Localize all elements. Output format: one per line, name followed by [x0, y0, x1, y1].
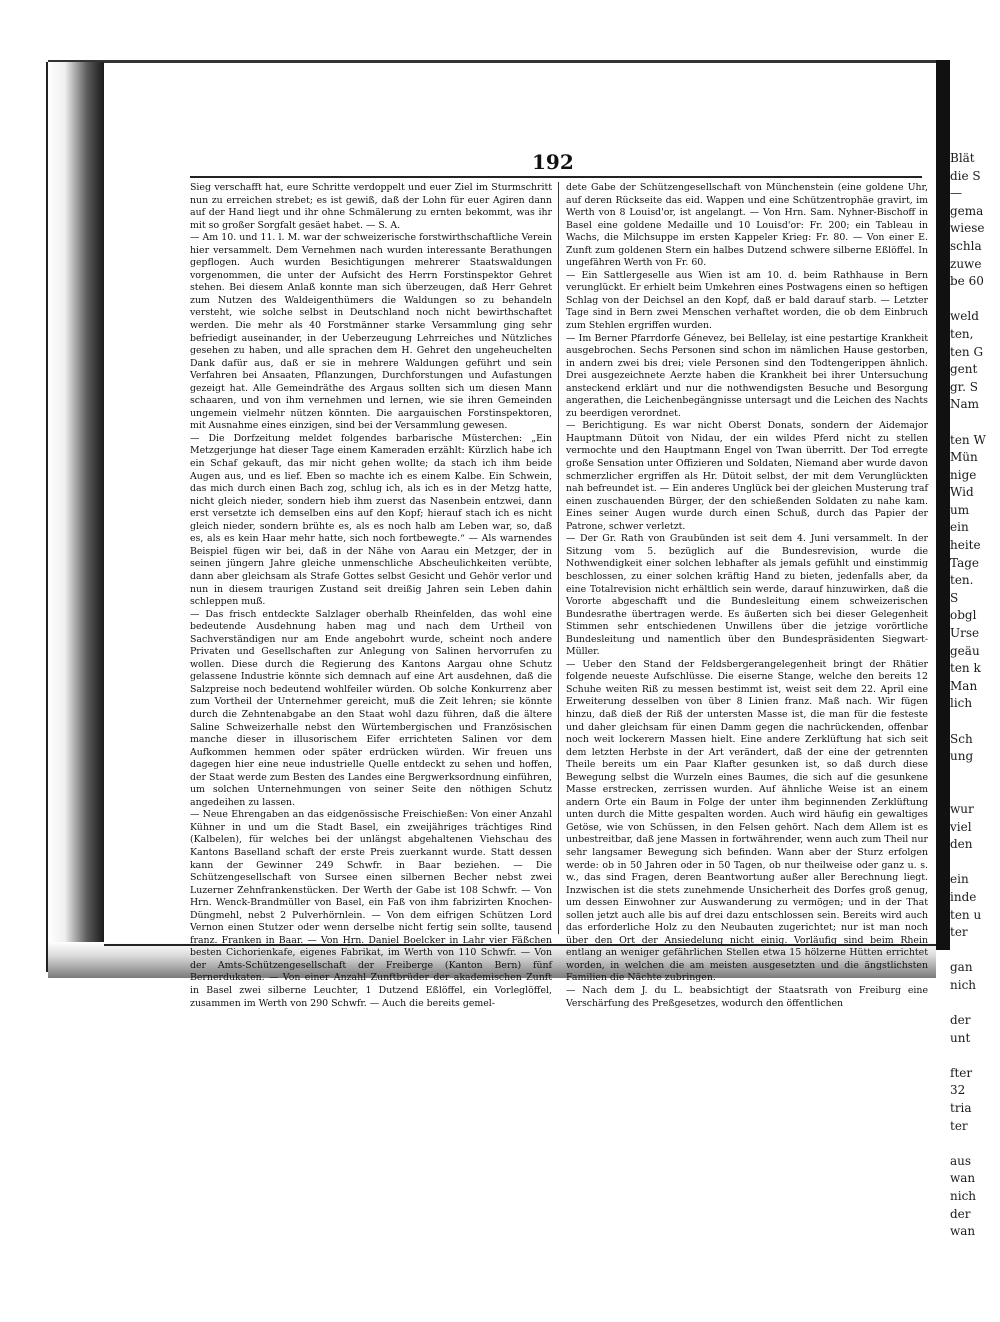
- facing-page-line: weld: [950, 309, 979, 324]
- article-paragraph: — Neue Ehrengaben an das eidgenössische Freischießen: Von einer Anzahl Kühner in und um die Stadt Basel, ein zweijähriges trächtiges Rind (Kalbelen), für welches bei der unlängst abgehaltenen Viehschau des Kantons Baselland schaft der erste Preis zuerkannt wurde. Statt dessen kann der Gewinner 249 Schwfr. in Baar beziehen. — Die Schützengesellschaft von Sursee einen silbernen Becher nebst zwei Luzerner Zehnfrankenstücken. Der Werth der Gabe ist 108 Schwfr. — Von Hrn. Wenck-Brandmüller von Basel, ein Faß von ihm fabrizirten Knochen-Düngmehl, nebst 2 Pulverhörnlein. — Von dem eifrigen Schützen Lord Vernon einen Stutzer oder wenn derselbe nicht fertig sein sollte, tausend franz. Franken in Baar. — Von Hrn. Daniel Boelcker in Lahr vier Fäßchen besten Cichorienkafe, eigenes Fabrikat, im Werth von 110 Schwfr. — Von der Amts-Schützengesellschaft der Freiberge (Kanton Bern) fünf Bernerdukaten. — Von einer Anzahl Zunftbrüder der akademischen Zunft in Basel zwei silberne Leuchter, 1 Dutzend Eßlöffel, ein Vorleglöffel, zusammen im Werth von 290 Schwfr. — Auch die bereits gemel-: [190, 809, 552, 1009]
- facing-page-line: Nam: [950, 397, 980, 412]
- facing-page-line: [950, 854, 1000, 872]
- right-text-column: [566, 182, 928, 1009]
- article-paragraph: dete Gabe der Schützengesellschaft von Münchenstein (eine goldene Uhr, auf deren Rückseite das eid. Wappen und eine Schützentrophäe gravirt, im Werth von 8 Louisd'or, ist angelangt. — Von Hrn. Sam. Nyhner-Bischoff in Basel eine goldene Medaille und 10 Louisd'or: Fr. 200; ein Tableau in Wachs, die Milchsuppe im ersten Kappeler Krieg: Fr. 80. — Von einer E. Zunft zum goldenen Stern ein halbes Dutzend schwere silberne Eßlöffel. In ungefähren Werth von Fr. 60.: [566, 182, 928, 269]
- facing-page-line: gan: [950, 960, 973, 975]
- left-text-column: [190, 182, 552, 1009]
- facing-page-line: aus: [950, 1153, 972, 1168]
- book-gutter-shadow: [48, 62, 104, 972]
- facing-page-line: ten,: [950, 326, 974, 341]
- facing-page-line: obgl: [950, 608, 977, 623]
- facing-page-line: der: [950, 1206, 971, 1221]
- facing-page-line: den: [950, 837, 973, 852]
- facing-page-line: Tage: [950, 555, 980, 570]
- facing-page-line: [950, 1047, 1000, 1065]
- facing-page-line: lich: [950, 696, 973, 711]
- facing-page-line: [950, 1135, 1000, 1153]
- facing-page-line: Urse: [950, 626, 980, 641]
- facing-page-line: gema: [950, 203, 984, 218]
- article-paragraph: — Am 10. und 11. l. M. war der schweizerische forstwirthschaftliche Verein hier versammelt. Dem Vernehmen nach wurden interessante Berathungen gepflogen. Auch wurden Besichtigungen mehrerer Staatswaldungen vorgenommen, die unter der Aufsicht des Herrn Forstinspektor Gehret stehen. Bei diesem Anlaß konnte man sich überzeugen, daß Herr Gehret zum Nutzen des Waldeigenthümers die Waldungen so zu behandeln versteht, wie solche selbst in Deutschland noch nicht bewirthschaftet werden. Die mehr als 40 Forstmänner starke Versammlung ging sehr befriedigt auseinander, in der Ueberzeugung Lehrreiches und Nützliches gesehen zu haben, und alle sprachen dem H. Gehret den ungeheuchelten Dank dafür aus, daß er sie in mehrere Waldungen geführt und sein Verfahren bei Ansaaten, Pflanzungen, Durchforstungen und Aufastungen gezeigt hat. Alle Gemeindräthe des Argaus sollten sich um diesen Mann schaaren, und von ihm vernehmen und lernen, wie sie ihren Gemeinden ungemein vielmehr nützen könnten. Die aargauischen Forstinspektoren, mit Ausnahme eines einzigen, sind bei der Versammlung gewesen.: [190, 232, 552, 432]
- facing-page-line: gent: [950, 362, 978, 377]
- facing-page-line: ten.: [950, 573, 974, 588]
- facing-page-line: [950, 995, 1000, 1013]
- facing-page-line: nich: [950, 1189, 977, 1204]
- facing-page-line: geäu: [950, 643, 980, 658]
- facing-page-line: [950, 766, 1000, 784]
- facing-page-line: die S: [950, 168, 981, 183]
- facing-page-line: [950, 783, 1000, 801]
- facing-page-line: [950, 713, 1000, 731]
- facing-page-line: fter: [950, 1065, 973, 1080]
- facing-page-line: nige: [950, 467, 977, 482]
- facing-page-line: ter: [950, 925, 968, 940]
- facing-page-line: Mün: [950, 450, 978, 465]
- facing-page-line: Wid: [950, 485, 974, 500]
- facing-page-line: schla: [950, 238, 982, 253]
- page-fold-edge: [936, 60, 950, 950]
- facing-page-line: Sch: [950, 731, 973, 746]
- facing-page-line: wan: [950, 1224, 976, 1239]
- facing-page-line: S: [950, 590, 959, 605]
- facing-page-line: wur: [950, 801, 974, 816]
- facing-page-line: der: [950, 1013, 971, 1028]
- facing-page-line: ten W: [950, 432, 986, 447]
- top-edge-rule: [48, 60, 936, 63]
- facing-page-line: be 60: [950, 274, 984, 289]
- facing-page-line: [950, 291, 1000, 309]
- facing-page-line: heite: [950, 538, 981, 553]
- facing-page-line: wan: [950, 1171, 976, 1186]
- facing-page-line: ter: [950, 1118, 968, 1133]
- article-paragraph: — Das frisch entdeckte Salzlager oberhalb Rheinfelden, das wohl eine bedeutende Ausdehnung haben mag und nach dem Urtheil von Sachverständigen nur am Ende angebohrt wurde, scheint noch andere Privaten und Gesellschaften zur Anlegung von Salinen hervorrufen zu wollen. Diese durch die Regierung des Kantons Aargau ohne Schutz gelassene Industrie könnte sich demnach auf eine Art ausdehnen, daß die Salzpreise noch bedeutend wohlfeiler würden. Ob solche Konkurrenz aber zum Vortheil der Unternehmer gereicht, muß die Zeit lehren; sie könnte durch die Zehntenabgabe an den Staat wohl dazu führen, daß die ältere Saline Schweizerhalle nebst den Würtembergischen und Französischen manche dieser in illusorischem Eifer errichteten Salinen vor dem Aufkommen hemmen oder später erdrücken würden. Wir freuen uns dagegen hier eine neue industrielle Quelle entdeckt zu sehen und hoffen, der Staat werde zum Besten des Landes eine Bergwerksordnung einführen, um solchen Unternehmungen von seiner Seite den nöthigen Schutz angedeihen zu lassen.: [190, 608, 552, 808]
- facing-page-line: wiese: [950, 221, 985, 236]
- article-paragraph: — Nach dem J. du L. beabsichtigt der Staatsrath von Freiburg eine Verschärfung des Preßgesetzes, wodurch den öffentlichen: [566, 985, 928, 1009]
- header-rule: [190, 176, 922, 178]
- facing-page-line: Man: [950, 678, 978, 693]
- facing-page-line: viel: [950, 819, 972, 834]
- facing-page-line: ten u: [950, 907, 982, 922]
- facing-page-line: 32: [950, 1083, 966, 1098]
- facing-page-line: um: [950, 502, 970, 517]
- article-paragraph: — Die Dorfzeitung meldet folgendes barbarische Müsterchen: „Ein Metzgerjunge hat dieser Tage einem Kameraden erzählt: Kürzlich habe ich ein Schaf gekauft, das mir nicht gehen wollte; da stach ich ihm beide Augen aus, und es lief. Eben so machte ich es einem Kalbe. Ein Schwein, das mich durch einen Bach zog, schlug ich, als ich es in der Metzg hatte, nicht gleich nieder, sondern hieb ihm zuerst das Nasenbein entzwei, dann erst versetzte ich demselben eins auf den Kopf; hierauf stach ich es nicht gleich nieder, sondern brühte es, als es noch halb am Leben war, so, daß es, als es kein Haar mehr hatte, sich noch fortbewegte.“ — Als warnendes Beispiel fügen wir bei, daß in der Nähe von Aarau ein Metzger, der in seinen jüngern Jahre gleiche unmenschliche Abscheulichkeiten verübte, dann aber gleichsam als Strafe Gottes selbst Gesicht und Gehör verlor und nun in diesem traurigen Zustand seit dreißig Jahren sein Leben dahin schleppen muß.: [190, 432, 552, 608]
- facing-page-line: unt: [950, 1030, 971, 1045]
- article-paragraph: — Berichtigung. Es war nicht Oberst Donats, sondern der Aidemajor Hauptmann Dütoit von Nidau, der ein wildes Pferd nicht zu stellen vermochte und den Hauptmann Engel von Twan überritt. Der Tod erregte große Sensation unter Offizieren und Soldaten, Niemand aber wurde davon schmerzlicher ergriffen als Hr. Dütoit selbst, der mit dem Verunglückten nah befreundet ist. — Ein anderes Unglück bei der gleichen Musterung traf einen zuschauenden Bürger, der den schießenden Soldaten zu nahe kam. Eines seiner Augen wurde durch einen Schuß, durch das Papier der Patrone, schwer verletzt.: [566, 420, 928, 532]
- article-paragraph: Sieg verschafft hat, eure Schritte verdoppelt und euer Ziel im Sturmschritt nun zu erreichen strebet; es ist gewiß, daß der Lohn für euer Agiren dann auf der Hand liegt und ihr ohne Schmälerung zu ernten bekommt, was ihr mit so großer Sorgfalt gesäet habet. — S. A.: [190, 182, 552, 231]
- facing-page-line: inde: [950, 889, 977, 904]
- article-paragraph: — Ein Sattlergeselle aus Wien ist am 10. d. beim Rathhause in Bern verunglückt. Er erhielt beim Umkehren eines Postwagens einen so heftigen Schlag von der Deichsel an den Kopf, daß er bald darauf starb. — Letzter Tage sind in Bern zwei Menschen verhaftet worden, die ob dem Einbruch zum Stehlen ergriffen wurden.: [566, 269, 928, 332]
- facing-page-line: ten G: [950, 344, 984, 359]
- facing-page-line: tria: [950, 1101, 972, 1116]
- facing-page-fragment: [950, 150, 1000, 1239]
- facing-page-line: zuwe: [950, 256, 982, 271]
- article-paragraph: — Im Berner Pfarrdorfe Génevez, bei Bellelay, ist eine pestartige Krankheit ausgebrochen. Sechs Personen sind schon im nämlichen Hause gestorben, in andern zwei bis drei; viele Personen sind den Todtengerippen ähnlich. Drei ausgezeichnete Aerzte haben die Krankheit bei ihrer Untersuchung ansteckend erklärt und nur die nothwendigsten Besuche und Besorgung angerathen, die Leichenbegängnisse untersagt und die Leichen des Nachts zu beerdigen verordnet.: [566, 332, 928, 419]
- facing-page-line: gr. S: [950, 379, 978, 394]
- column-divider: [558, 182, 559, 934]
- article-paragraph: — Der Gr. Rath von Graubünden ist seit dem 4. Juni versammelt. In der Sitzung vom 5. bezüglich auf die Bundesrevision, wurde die Nothwendigkeit einer solchen lebhafter als jemals gefühlt und einstimmig beschlossen, zu einer solchen kräftig Hand zu bieten, jedenfalls aber, da eine Totalrevision nicht erhältlich sein werde, darauf hinzuwirken, daß die Vororte abgeschafft und die Bundesleitung einem schweizerischen Bundesrathe übertragen werde. Es äußerten sich bei dieser Gelegenheit Stimmen sehr entschiedenen Unwillens über die jetzige vorörtliche Bundesleitung und namentlich über den Bundespräsidenten Siegwart-Müller.: [566, 533, 928, 658]
- facing-page-line: Blät: [950, 151, 975, 165]
- page-number: 192: [532, 150, 574, 174]
- facing-page-line: nich: [950, 977, 977, 992]
- facing-page-line: ein: [950, 872, 969, 887]
- facing-page-line: [950, 414, 1000, 432]
- facing-page-line: [950, 942, 1000, 960]
- facing-page-line: ten k: [950, 661, 981, 676]
- article-paragraph: — Ueber den Stand der Feldsbergerangelegenheit bringt der Rhätier folgende neueste Aufschlüsse. Die eiserne Stange, welche den bereits 12 Schuhe weiten Riß zu messen bestimmt ist, weist seit dem 22. April eine Erweiterung desselben von über 8 Linien franz. Maß nach. Wir fügen hinzu, daß dieß der Riß der untersten Masse ist, die man für die festeste und daher gleichsam für einen Damm gegen die nachrückenden, offenbar noch weit lockerern Massen hielt. Eine andere Zerklüftung hat sich seit dem letzten Herbste in der Art verändert, daß der eine der getrennten Theile bereits um ein Paar Klafter gesunken ist, so daß durch diese Bewegung selbst die Wurzeln eines Baumes, die sich auf die gesunkene Masse erstrecken, zerrissen wurden. Auf ähnliche Weise ist an einem andern Orte ein Baum in Folge der unter ihm beginnenden Zerklüftung unten durch die Mitte gespalten worden. Auch wird häufig ein gewaltiges Getöse, wie von Schüssen, in den Felsen gehört. Nach dem Allem ist es unbestreitbar, daß jene Massen in fortwährender, wenn auch zum Theil nur sehr langsamer Bewegung sich befinden. Wann aber der Sturz erfolgen werde: ob in 50 Jahren oder in 50 Tagen, ob nur theilweise oder ganz u. s. w., das sind Fragen, deren Beantwortung außer aller Berechnung liegt. Inzwischen ist die stets zunehmende Unsicherheit des Dorfes groß genug, um dessen Einwohner zur Auswanderung zu vermögen; und in der That sollen jetzt auch alle bis auf drei dazu entschlossen sein. Bereits wird auch das erforderliche Holz zu den Neubauten zugerichtet; nur ist man noch über den Ort der Ansiedelung nicht einig. Vorläufig sind beim Rhein entlang an weniger gefährlichen Stellen etwa 15 hölzerne Hütten errichtet worden, in welchen die am meisten ausgesetzten und die ängstlichsten Familien die Nächte zubringen.: [566, 658, 928, 984]
- facing-page-line: ein: [950, 520, 969, 535]
- facing-page-line: ung: [950, 749, 974, 764]
- facing-page-line: —: [950, 186, 962, 201]
